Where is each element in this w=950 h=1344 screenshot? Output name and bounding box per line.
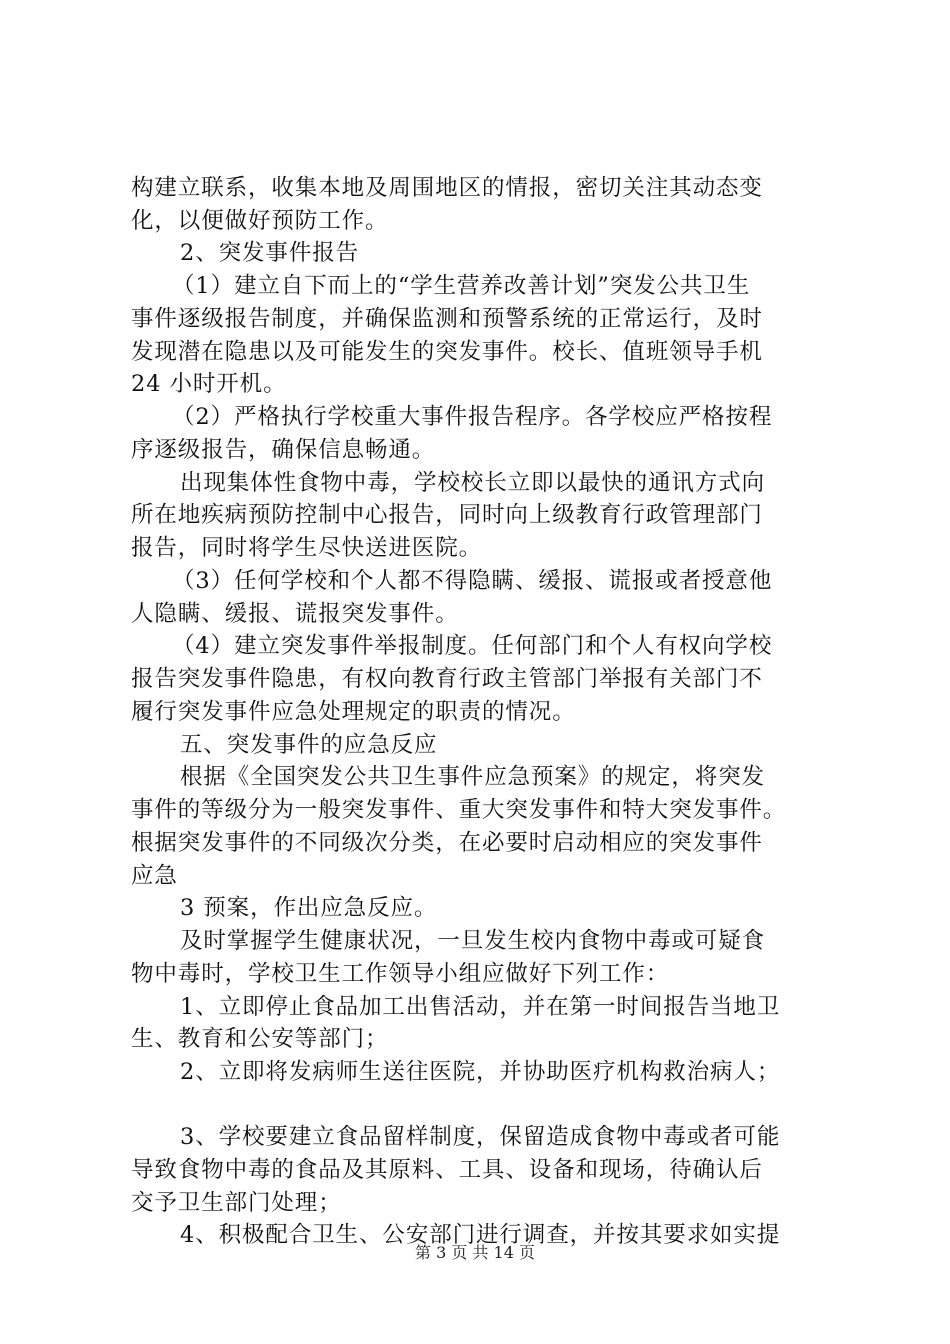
paragraph-line: 根据突发事件的不同级次分类，在必要时启动相应的突发事件 <box>131 830 763 856</box>
paragraph-line: 履行突发事件应急处理规定的职责的情况。 <box>131 699 576 725</box>
paragraph-line: 出现集体性食物中毒，学校校长立即以最快的通讯方式向 <box>180 470 766 496</box>
paragraph-line: 化，以便做好预防工作。 <box>131 208 389 234</box>
section-heading: 2、突发事件报告 <box>180 240 360 266</box>
page-number-footer: 第 3 页 共 14 页 <box>415 1243 535 1262</box>
paragraph-line: （1）建立自下而上的“学生营养改善计划”突发公共卫生 <box>172 273 751 299</box>
list-item-continuation: 生、教育和公安等部门； <box>131 1026 389 1052</box>
paragraph-line: 物中毒时，学校卫生工作领导小组应做好下列工作： <box>131 961 670 987</box>
paragraph-line: 事件逐级报告制度，并确保监测和预警系统的正常运行，及时 <box>131 306 763 332</box>
paragraph-line: 根据《全国突发公共卫生事件应急预案》的规定，将突发 <box>180 764 766 790</box>
paragraph-line: （3）任何学校和个人都不得隐瞒、缓报、谎报或者授意他 <box>172 568 773 594</box>
paragraph-line: 事件的等级分为一般突发事件、重大突发事件和特大突发事件。 <box>131 797 787 823</box>
list-item: 3、学校要建立食品留样制度，保留造成食物中毒或者可能 <box>180 1124 781 1150</box>
list-item-continuation: 导致食物中毒的食品及其原料、工具、设备和现场，待确认后 <box>131 1157 763 1183</box>
paragraph-line: （2）严格执行学校重大事件报告程序。各学校应严格按程 <box>172 404 773 430</box>
list-item-continuation: 交予卫生部门处理； <box>131 1190 342 1216</box>
paragraph-line: 报告，同时将学生尽快送进医院。 <box>131 535 483 561</box>
paragraph-line: 24 小时开机。 <box>131 371 287 397</box>
paragraph-line: 应急 <box>131 863 178 889</box>
list-item: 2、立即将发病师生送往医院，并协助医疗机构救治病人； <box>180 1059 781 1085</box>
list-item: 1、立即停止食品加工出售活动，并在第一时间报告当地卫 <box>180 994 781 1020</box>
list-item: 4、积极配合卫生、公安部门进行调查，并按其要求如实提 <box>180 1222 781 1248</box>
paragraph-line: （4）建立突发事件举报制度。任何部门和个人有权向学校 <box>172 633 773 659</box>
paragraph-line: 人隐瞒、缓报、谎报突发事件。 <box>131 601 459 627</box>
paragraph-line: 序逐级报告，确保信息畅通。 <box>131 437 436 463</box>
section-heading: 五、突发事件的应急反应 <box>180 732 438 758</box>
paragraph-line: 构建立联系，收集本地及周围地区的情报，密切关注其动态变 <box>131 175 763 201</box>
paragraph-line: 报告突发事件隐患，有权向教育行政主管部门举报有关部门不 <box>131 666 763 692</box>
paragraph-line: 及时掌握学生健康状况，一旦发生校内食物中毒或可疑食 <box>180 928 766 954</box>
paragraph-line: 发现潜在隐患以及可能发生的突发事件。校长、值班领导手机 <box>131 339 763 365</box>
paragraph-line: 所在地疾病预防控制中心报告，同时向上级教育行政管理部门 <box>131 502 763 528</box>
paragraph-line: 3 预案，作出应急反应。 <box>180 895 438 921</box>
